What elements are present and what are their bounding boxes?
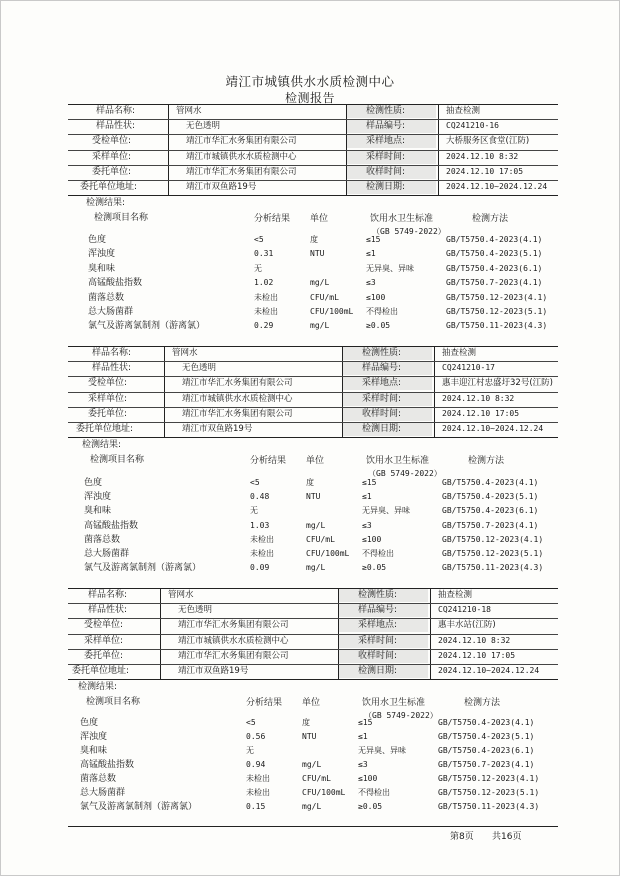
field-label: 采样时间: [366,151,406,162]
row-rule [68,649,558,650]
field-value: 靖江市华汇水务集团有限公司 [182,378,293,389]
table-cell-result: 未检出 [250,549,274,558]
field-label: 样品性状: [88,605,128,616]
field-label: 委托单位: [92,166,132,177]
table-cell-method: GB/T5750.12-2023(4.1) [438,774,540,783]
col-header-std: 饮用水卫生标准 [362,698,426,709]
row-rule [68,165,558,166]
table-cell-method: GB/T5750.12-2023(5.1) [446,307,548,316]
field-value: 管网水 [168,590,194,600]
field-label: 委托单位地址: [72,666,130,676]
field-label: 采样时间: [358,635,398,646]
col-header-result: 分析结果 [254,214,291,225]
table-cell-item: 总大肠菌群 [80,788,126,798]
table-cell-std: ≤15 [358,718,373,727]
table-cell-method: GB/T5750.12-2023(5.1) [438,788,540,797]
col-header-method: 检测方法 [472,214,509,225]
field-value: 靖江市华汇水务集团有限公司 [186,136,297,147]
row-rule [68,664,558,665]
field-label: 委托单位: [88,408,128,419]
field-value: 无色透明 [178,605,213,616]
table-cell-unit: NTU [302,732,317,741]
table-cell-unit: mg/L [306,520,326,530]
field-value: 大桥服务区食堂(江防) [446,136,530,147]
table-cell-result: 1.03 [250,520,270,530]
table-cell-std: ≤3 [362,520,372,530]
field-label: 检测日期: [362,424,402,434]
field-label: 样品名称: [92,348,132,358]
table-cell-result: 未检出 [246,774,270,783]
table-cell-result: 0.56 [246,732,266,741]
table-cell-unit: NTU [306,492,321,502]
field-value: 管网水 [176,106,202,116]
page-total: 共16页 [492,832,522,842]
table-cell-std: 无异臭、异味 [358,746,406,755]
field-value: 2024.12.10~2024.12.24 [446,182,548,191]
table-cell-item: 菌落总数 [80,774,117,784]
field-label: 受检单位: [84,620,124,631]
table-cell-result: 0.48 [250,492,270,502]
table-cell-method: GB/T5750.7-2023(4.1) [446,278,543,288]
table-cell-method: GB/T5750.12-2023(4.1) [442,534,544,544]
table-cell-result: 无 [254,263,262,273]
table-cell-result: 0.09 [250,563,270,573]
field-label: 检测性质: [358,590,398,600]
col-header-std-code: （GB 5749-2022） [372,227,446,237]
field-value: 2024.12.10~2024.12.24 [438,666,540,675]
table-cell-method: GB/T5750.7-2023(4.1) [438,760,535,769]
table-cell-result: <5 [254,235,264,244]
results-label: 检测结果: [86,198,126,209]
table-cell-method: GB/T5750.11-2023(4.3) [446,321,548,331]
field-value: 靖江市双鱼路19号 [182,424,253,434]
page-number: 第8页 [450,832,474,842]
col-header-method: 检测方法 [468,456,505,467]
table-cell-unit: CFU/100mL [302,788,346,797]
field-label: 采样地点: [362,378,402,389]
table-cell-std: 无异臭、异味 [366,263,414,273]
field-value: 抽查检测 [446,106,481,116]
table-cell-std: ≤15 [362,478,377,487]
field-label: 样品性状: [92,363,132,374]
table-cell-unit: 度 [306,478,314,487]
col-header-std-code: （GB 5749-2022） [368,469,442,479]
table-cell-unit: mg/L [302,802,322,811]
org-title: 靖江市城镇供水水质检测中心 [225,74,395,89]
field-value: 靖江市城镇供水水质检测中心 [186,151,297,162]
table-cell-result: 未检出 [250,534,274,544]
field-value: 惠丰迎江村忠盛圩32号(江防) [442,378,553,389]
results-label: 检测结果: [82,440,122,451]
col-header-std: 饮用水卫生标准 [366,456,430,467]
table-cell-item: 菌落总数 [84,534,121,545]
field-value: CQ241210-18 [438,605,491,615]
table-cell-method: GB/T5750.11-2023(4.3) [442,563,544,573]
table-cell-std: 不得检出 [362,549,394,558]
field-value: 靖江市城镇供水水质检测中心 [178,635,289,646]
table-cell-result: <5 [246,718,256,727]
table-cell-method: GB/T5750.4-2023(4.1) [446,235,543,244]
field-value: 2024.12.10~2024.12.24 [442,424,544,433]
field-value: 2024.12.10 17:05 [438,650,516,660]
field-value: 靖江市双鱼路19号 [186,182,257,192]
row-rule [68,634,558,635]
field-label: 采样地点: [366,136,406,147]
table-cell-unit: NTU [310,249,325,259]
table-cell-std: ≤100 [366,292,386,302]
table-cell-item: 浑浊度 [84,492,112,503]
table-cell-result: 未检出 [246,788,270,797]
table-cell-item: 臭和味 [80,746,108,756]
table-cell-item: 氯气及游离氯制剂（游离氯） [88,321,206,332]
field-value: 靖江市华汇水务集团有限公司 [178,620,289,631]
table-cell-unit: mg/L [302,760,322,769]
field-value: 惠丰水站(江防) [438,620,496,631]
field-label: 受检单位: [92,136,132,147]
table-cell-item: 高锰酸盐指数 [80,760,135,770]
row-rule [68,119,558,120]
row-rule [68,150,558,151]
table-cell-unit: CFU/100mL [310,307,354,316]
row-rule [68,603,558,604]
field-value: CQ241210-17 [442,363,495,373]
row-rule [68,422,558,423]
table-cell-method: GB/T5750.11-2023(4.3) [438,802,540,811]
field-value: 抽查检测 [438,590,473,600]
col-header-item: 检测项目名称 [94,213,149,224]
table-cell-std: ≤100 [362,534,382,544]
field-label: 受检单位: [88,378,128,389]
table-cell-item: 浑浊度 [88,249,116,260]
table-cell-result: 0.94 [246,760,266,769]
field-label: 收样时间: [358,650,398,661]
table-cell-std: ≤1 [362,492,372,502]
field-label: 样品编号: [366,121,406,132]
table-cell-std: 无异臭、异味 [362,506,410,516]
table-cell-item: 氯气及游离氯制剂（游离氯） [84,563,202,574]
table-cell-unit: 度 [310,235,318,244]
rule-header-bottom [68,195,558,196]
row-rule [68,392,558,393]
field-value: 2024.12.10 17:05 [446,166,524,176]
field-value: 2024.12.10 17:05 [442,408,520,418]
table-cell-item: 高锰酸盐指数 [84,520,139,531]
col-header-unit: 单位 [306,456,325,467]
field-label: 样品编号: [358,605,398,616]
table-cell-std: ≤15 [366,235,381,244]
field-value: 管网水 [172,348,198,358]
table-cell-item: 色度 [88,235,107,245]
table-cell-std: 不得检出 [366,307,398,316]
table-cell-method: GB/T5750.7-2023(4.1) [442,520,539,530]
field-label: 样品编号: [362,363,402,374]
table-cell-method: GB/T5750.4-2023(4.1) [442,478,539,487]
col-header-unit: 单位 [302,698,321,709]
rule-top [68,104,558,105]
field-label: 采样单位: [92,151,132,162]
field-label: 检测性质: [366,106,406,116]
table-cell-item: 高锰酸盐指数 [88,278,143,289]
table-cell-std: ≥0.05 [358,802,383,811]
table-cell-method: GB/T5750.4-2023(6.1) [442,506,539,516]
col-header-item: 检测项目名称 [90,455,145,466]
table-cell-unit: CFU/mL [306,534,335,544]
field-label: 委托单位地址: [76,424,134,434]
rule-header-bottom [68,437,558,438]
field-value: 无色透明 [186,121,221,132]
field-label: 检测日期: [366,182,406,192]
table-cell-std: ≥0.05 [366,321,391,331]
table-cell-item: 氯气及游离氯制剂（游离氯） [80,802,198,812]
table-cell-std: ≥0.05 [362,563,387,573]
table-cell-result: 无 [246,746,254,755]
field-label: 检测性质: [362,348,402,358]
table-cell-method: GB/T5750.4-2023(4.1) [438,718,535,727]
table-cell-item: 浑浊度 [80,732,108,742]
rule-top [68,588,558,589]
field-value: 靖江市双鱼路19号 [178,666,249,676]
table-cell-result: 未检出 [254,292,278,302]
field-label: 收样时间: [362,408,402,419]
field-value: 靖江市华汇水务集团有限公司 [178,650,289,661]
table-cell-unit: mg/L [306,563,326,573]
field-value: 靖江市华汇水务集团有限公司 [182,408,293,419]
field-label: 样品性状: [96,121,136,132]
table-cell-unit: 度 [302,718,310,727]
table-cell-item: 色度 [84,478,103,488]
field-label: 样品名称: [96,106,136,116]
table-cell-method: GB/T5750.4-2023(5.1) [438,732,535,741]
field-value: 抽查检测 [442,348,477,358]
field-value: 无色透明 [182,363,217,374]
table-cell-unit: CFU/100mL [306,549,350,558]
table-cell-method: GB/T5750.4-2023(6.1) [438,746,535,755]
table-cell-unit: CFU/mL [310,292,339,302]
field-label: 采样地点: [358,620,398,631]
table-cell-unit: CFU/mL [302,774,331,783]
table-cell-std: ≤100 [358,774,378,783]
field-value: 靖江市城镇供水水质检测中心 [182,393,293,404]
field-label: 委托单位: [84,650,124,661]
table-cell-std: ≤3 [366,278,376,288]
field-value: 靖江市华汇水务集团有限公司 [186,166,297,177]
field-value: CQ241210-16 [446,121,499,131]
table-cell-item: 菌落总数 [88,292,125,303]
table-cell-method: GB/T5750.4-2023(5.1) [442,492,539,502]
field-value: 2024.12.10 8:32 [442,393,515,403]
table-cell-std: ≤3 [358,760,368,769]
table-cell-item: 臭和味 [88,263,116,274]
table-cell-result: 0.15 [246,802,266,811]
table-cell-item: 总大肠菌群 [88,307,134,317]
field-label: 收样时间: [366,166,406,177]
table-cell-result: <5 [250,478,260,487]
field-value: 2024.12.10 8:32 [438,635,511,645]
report-title: 检测报告 [284,91,335,105]
field-label: 检测日期: [358,666,398,676]
table-cell-method: GB/T5750.4-2023(5.1) [446,249,543,259]
table-cell-unit: mg/L [310,278,330,288]
field-value: 2024.12.10 8:32 [446,151,519,161]
col-header-result: 分析结果 [250,456,287,467]
field-label: 采样单位: [84,635,124,646]
table-cell-item: 色度 [80,718,99,728]
row-rule [68,407,558,408]
table-cell-std: ≤1 [358,732,368,741]
table-cell-result: 无 [250,506,258,516]
table-cell-unit: mg/L [310,321,330,331]
col-header-unit: 单位 [310,214,329,225]
rule-header-bottom [68,679,558,680]
table-cell-std: 不得检出 [358,788,390,797]
col-header-std-code: （GB 5749-2022） [364,711,438,721]
table-cell-std: ≤1 [366,249,376,259]
col-header-result: 分析结果 [246,698,283,709]
rule-bottom [68,826,558,827]
col-header-std: 饮用水卫生标准 [370,214,434,225]
col-header-method: 检测方法 [464,698,501,709]
col-header-item: 检测项目名称 [86,697,141,708]
table-cell-method: GB/T5750.12-2023(4.1) [446,292,548,302]
table-cell-result: 未检出 [254,307,278,316]
field-label: 委托单位地址: [80,182,138,192]
table-cell-result: 0.29 [254,321,274,331]
field-label: 采样单位: [88,393,128,404]
rule-top [68,346,558,347]
table-cell-method: GB/T5750.12-2023(5.1) [442,549,544,558]
table-cell-item: 臭和味 [84,506,112,517]
row-rule [68,361,558,362]
field-label: 采样时间: [362,393,402,404]
field-label: 样品名称: [88,590,128,600]
table-cell-result: 0.31 [254,249,274,259]
results-label: 检测结果: [78,682,118,693]
table-cell-result: 1.02 [254,278,274,288]
row-rule [68,180,558,181]
table-cell-item: 总大肠菌群 [84,549,130,559]
table-cell-method: GB/T5750.4-2023(6.1) [446,263,543,273]
